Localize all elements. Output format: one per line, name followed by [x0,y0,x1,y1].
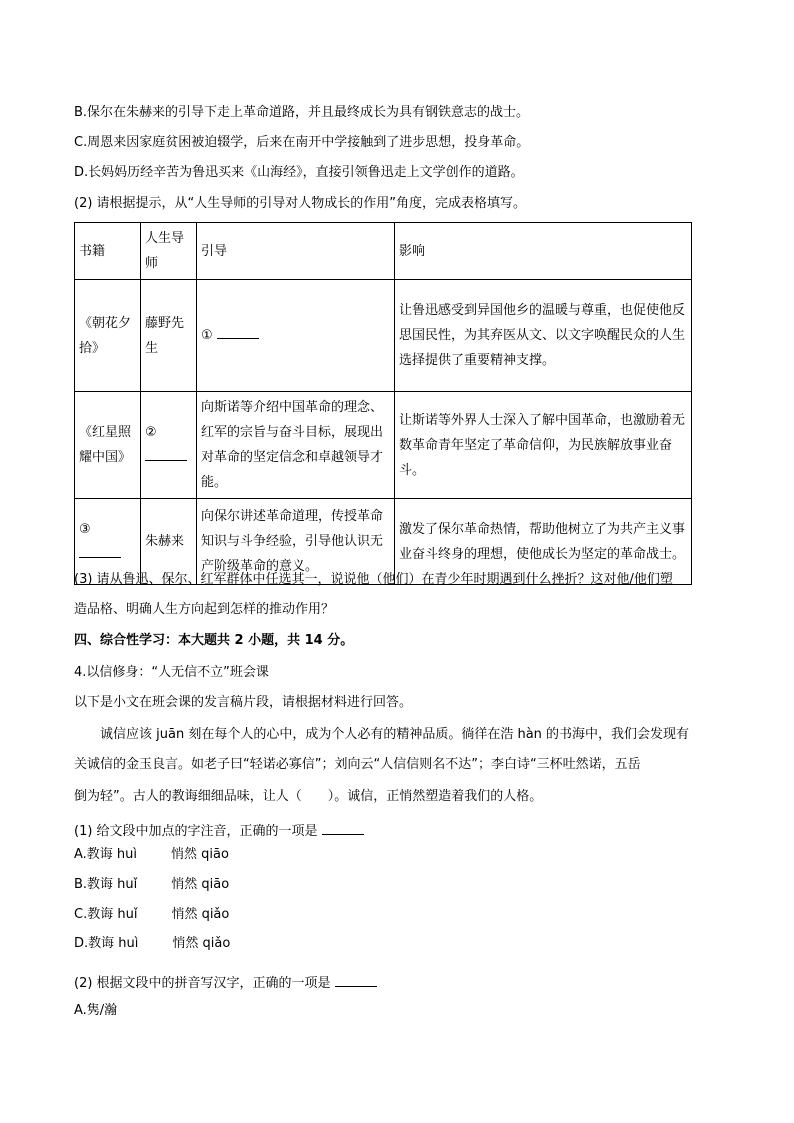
blank-number: ③ [79,521,91,537]
cell-guide: 向保尔讲述革命道理，传授革命知识与斗争经验，引导他认识无产阶级革命的意义。 [197,499,395,585]
choice-d[interactable]: D.教诲 huì 悄然 qiǎo [74,936,231,951]
question-4-title: 4.以信修身：“人无信不立”班会课 [74,665,269,680]
answer-blank[interactable] [79,543,121,558]
table-header-row [75,223,692,280]
header-effect: 影响 [395,223,692,280]
cell-effect: 让鲁迅感受到异国他乡的温暖与尊重，也促使他反思国民性，为其弃医从文、以文字唤醒民众的人生选择提供了重要精神支撑。 [395,280,692,392]
question-4-1-stem: (1) 给文段中加点的字注音，正确的一项是 [74,820,364,841]
question-4-2-stem: (2) 根据文段中的拼音写汉字，正确的一项是 [74,972,377,993]
cell-mentor: 藤野先生 [141,280,197,392]
cell-mentor [141,392,197,499]
passage-line-3: 倒为轻”。古人的教诲细细品味，让人（ ）。诚信，正悄然塑造着我们的人格。 [74,789,543,804]
choice-a[interactable]: A.教诲 huì 悄然 qiāo [74,847,229,862]
passage-line-1: 诚信应该 juān 刻在每个人的心中，成为个人必有的精神品质。徜徉在浩 hàn 的书海中，我们会发现有 [100,727,690,742]
choice-c[interactable]: C.教诲 huǐ 悄然 qiǎo [74,907,230,922]
header-book: 书籍 [75,223,141,280]
option-b: B.保尔在朱赫来的引导下走上革命道路，并且最终成长为具有钢铁意志的战士。 [74,105,530,120]
section-4-heading: 四、综合性学习：本大题共 2 小题，共 14 分。 [74,633,354,648]
option-d: D.长妈妈历经辛苦为鲁迅买来《山海经》，直接引领鲁迅走上文学创作的道路。 [74,165,524,180]
blank-number: ① [201,328,213,343]
table-row [75,392,692,499]
header-mentor: 人生导师 [141,223,197,280]
answer-blank[interactable] [322,820,364,835]
cell-effect: 让斯诺等外界人士深入了解中国革命，也激励着无数革命青年坚定了革命信仰，为民族解放事业奋斗。 [395,392,692,499]
option-c: C.周恩来因家庭贫困被迫辍学，后来在南开中学接触到了进步思想，投身革命。 [74,135,530,150]
answer-blank[interactable] [335,972,377,987]
table-row [75,280,692,392]
cell-guide: 向斯诺等介绍中国革命的理念、红军的宗旨与奋斗目标，展现出对革命的坚定信念和卓越领导才能。 [197,392,395,499]
blank-number: ② [145,425,157,440]
choice-b[interactable]: B.教诲 huǐ 悄然 qiāo [74,877,230,892]
choice-a[interactable]: A.隽/瀚 [74,1003,118,1018]
answer-blank[interactable] [145,446,187,461]
cell-guide [197,280,395,392]
header-guide: 引导 [197,223,395,280]
mentor-table [74,222,692,585]
question-2-stem: (2) 请根据提示，从“人生导师的引导对人物成长的作用”角度，完成表格填写。 [74,196,527,211]
question-4-intro: 以下是小文在班会课的发言稿片段，请根据材料进行回答。 [74,695,413,710]
question-3-line-2: 造品格、明确人生方向起到怎样的推动作用？ [74,602,335,617]
cell-mentor: 朱赫来 [141,499,197,585]
question-3-line-1: (3) 请从鲁迅、保尔、红军群体中任选其一，说说他（他们）在青少年时期遇到什么挫折？这对他/他们塑 [74,572,673,587]
answer-blank[interactable] [217,324,259,339]
passage-line-2: 关诚信的金玉良言。如老子曰“轻诺必寡信”；刘向云“人信信则名不达”；李白诗“三杯吐然诺，五岳 [74,757,641,772]
cell-effect: 激发了保尔革命热情，帮助他树立了为共产主义事业奋斗终身的理想，使他成长为坚定的革命战士。 [395,499,692,585]
cell-book: 《红星照耀中国》 [75,392,141,499]
cell-book: 《朝花夕拾》 [75,280,141,392]
